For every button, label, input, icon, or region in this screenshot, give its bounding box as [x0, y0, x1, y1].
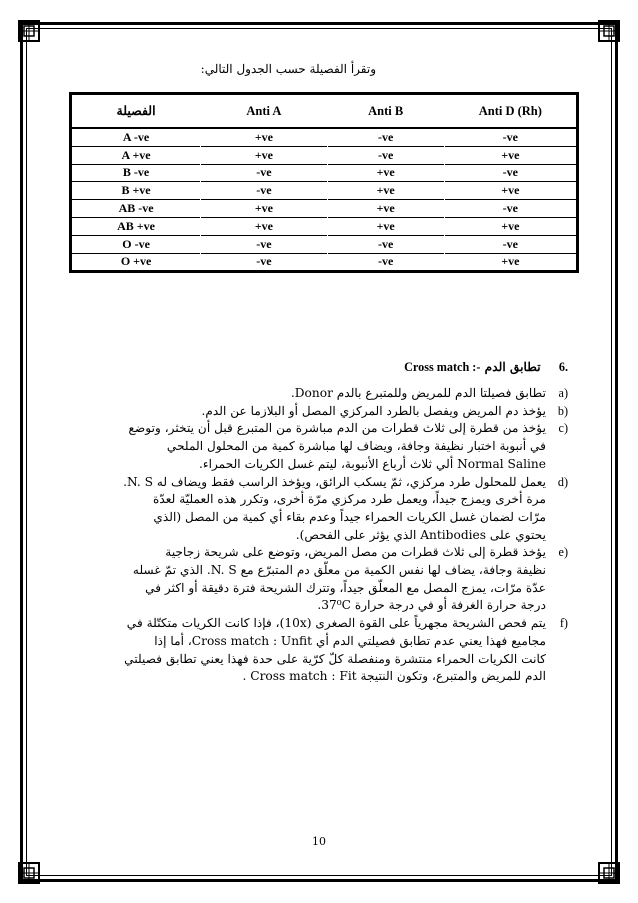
table-cell: A -ve [71, 128, 201, 146]
table-row [71, 164, 578, 182]
item-label: f) [559, 616, 568, 631]
table-cell: -ve [201, 235, 328, 253]
table-body [71, 128, 578, 272]
table-cell: +ve [327, 182, 444, 200]
corner-ornament-icon [598, 862, 620, 884]
table-cell: -ve [444, 200, 577, 218]
table-cell: +ve [444, 146, 577, 164]
table-cell: O +ve [71, 253, 201, 272]
table-cell: +ve [444, 217, 577, 235]
item-line: يتم فحص الشريحة مجهرياً على القوة الصغرى (10x)، فإذا كانت الكريات متكتّلة في [126, 616, 546, 631]
item-line: عدّة مرّات، يمزج المصل مع المعلّق جيداً، وتترك الشريحة فترة دقيقة أو اكثر في [145, 580, 546, 595]
procedure-list [64, 385, 568, 686]
item-label: c) [558, 421, 568, 436]
table-cell: B -ve [71, 164, 201, 182]
table-cell: +ve [201, 200, 328, 218]
table-cell: B +ve [71, 182, 201, 200]
item-line: مجاميع فهذا يعني عدم تطابق فصيلتي الدم أي Cross match : Unfit، أما إذا [154, 633, 546, 648]
item-line: مرّات لضمان غسل الكريات الحمراء جيداً وعدم بقاء أي كمية من المصل (الذي [153, 509, 546, 524]
table-cell: +ve [327, 164, 444, 182]
item-line: Normal Saline ألي ثلاث أرباع الأنبوبة، ليتم غسل الكريات الحمراء. [198, 456, 546, 471]
table-row [71, 200, 578, 218]
table-row [71, 235, 578, 253]
header-blood-group: الفصيلة [71, 94, 201, 129]
table-cell: +ve [201, 146, 328, 164]
item-line: الدم للمريض والمتبرع، وتكون النتيجة Cross match : Fit . [242, 669, 546, 684]
header-anti-a: Anti A [201, 94, 328, 129]
item-line: يؤخذ من قطرة إلى ثلاث قطرات من الدم مباشرة من المتبرع قبل أن يتخثر، وتوضع [128, 421, 546, 436]
table-cell: +ve [327, 217, 444, 235]
corner-ornament-icon [598, 20, 620, 42]
table-intro-text: وتقرأ الفصيلة حسب الجدول التالي: [200, 62, 376, 76]
blood-group-table [69, 92, 579, 273]
table-cell: +ve [444, 253, 577, 272]
table-cell: -ve [444, 235, 577, 253]
header-anti-b: Anti B [327, 94, 444, 129]
table-row [71, 217, 578, 235]
item-line: كانت الكريات الحمراء منتشرة ومنفصلة كلّ كرّية على حدة فهذا يعني تطابق فصيلتي [124, 651, 546, 666]
table-cell: -ve [444, 128, 577, 146]
item-line: تطابق فصيلتا الدم للمريض وللمتبرع بالدم Donor. [290, 386, 546, 400]
procedure-item [64, 420, 568, 473]
table-cell: -ve [201, 164, 328, 182]
table-row [71, 253, 578, 272]
table-cell: -ve [327, 128, 444, 146]
table-cell: -ve [201, 182, 328, 200]
item-label: a) [558, 386, 568, 400]
section-number: 6. [558, 360, 568, 374]
section-heading [64, 360, 568, 375]
procedure-item [64, 544, 568, 615]
item-line: يؤخذ قطرة إلى ثلاث قطرات من مصل المريض، وتوضع على شريحة زجاجية [165, 545, 546, 560]
table-cell: +ve [201, 128, 328, 146]
table-row [71, 128, 578, 146]
procedure-item [64, 474, 568, 545]
table-cell: -ve [327, 235, 444, 253]
table-cell: +ve [201, 217, 328, 235]
cross-match-section [64, 360, 568, 686]
table-cell: -ve [327, 146, 444, 164]
table-cell: -ve [444, 164, 577, 182]
item-line: يحتوي على Antibodies الذي يؤثر على الفحص). [295, 527, 546, 542]
procedure-item [64, 403, 568, 421]
page-number: 10 [312, 835, 326, 848]
item-line: يؤخذ دم المريض ويفصل بالطرد المركزي المصل أو البلازما عن الدم. [201, 403, 546, 418]
item-line: يعمل للمحلول طرد مركزي، ثمّ يسكب الرائق، ويؤخذ الراسب فقط ويضاف له N. S. [123, 474, 546, 489]
item-line: في أنبوبة اختبار نظيفة وجافة، ويضاف لها مباشرة كمية من المحلول الملحي [166, 439, 546, 454]
table-row [71, 182, 578, 200]
item-label: d) [557, 474, 568, 489]
corner-ornament-icon [18, 862, 40, 884]
table-cell: A +ve [71, 146, 201, 164]
table-cell: AB +ve [71, 217, 201, 235]
item-label: e) [558, 545, 568, 560]
item-line: مرة أخرى ويمزج جيداً، ويعمل طرد مركزي مرّة أخرى، وتكرر هذه العمليّة لعدّة [153, 492, 546, 507]
procedure-item [64, 615, 568, 686]
item-label: b) [557, 403, 568, 418]
section-title-ar: تطابق الدم [484, 360, 541, 374]
table-row [71, 146, 578, 164]
table-header-row [71, 94, 578, 129]
procedure-item [64, 385, 568, 403]
header-anti-d: Anti D (Rh) [444, 94, 577, 129]
item-line: درجة حرارة الغرفة أو في درجة حرارة 37⁰C. [317, 598, 546, 613]
table-cell: -ve [327, 253, 444, 272]
table-cell: +ve [327, 200, 444, 218]
section-title-en: Cross match :- [404, 360, 481, 374]
table-cell: -ve [201, 253, 328, 272]
item-line: نظيفة وجافة، يضاف لها نفس الكمية من معلّق دم المتبرّع مع N. S. الذي تمّ غسله [132, 563, 546, 578]
corner-ornament-icon [18, 20, 40, 42]
table-cell: O -ve [71, 235, 201, 253]
table-cell: +ve [444, 182, 577, 200]
table-cell: AB -ve [71, 200, 201, 218]
